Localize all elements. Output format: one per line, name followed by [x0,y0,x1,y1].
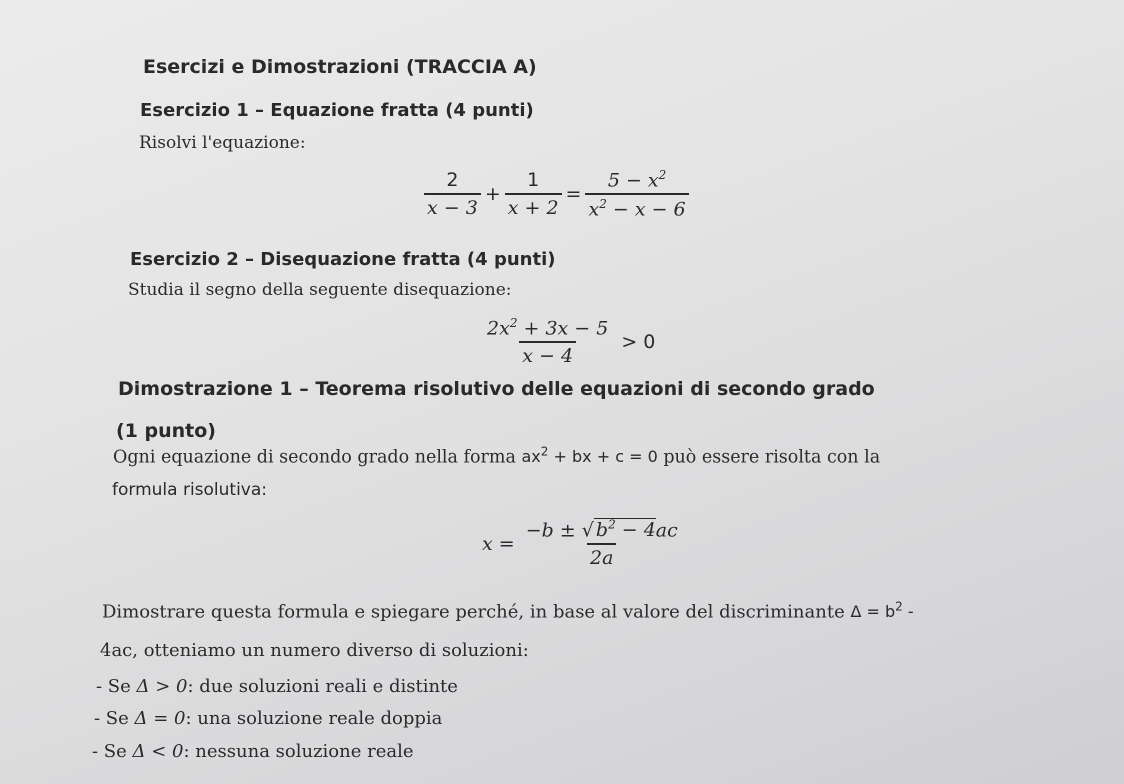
exercise-2-inequality [480,316,655,367]
case-negative: - Se Δ < 0: nessuna soluzione reale [92,741,414,762]
quadratic-formula [482,518,685,569]
formula-lhs: x = [482,532,515,555]
case-zero: - Se Δ = 0: una soluzione reale doppia [94,708,443,729]
fraction-1: $\frac{2}{x - 3}$ [424,169,481,219]
inequality-fraction: $\frac{2x^2 + 3x - 5}{x - 4}$ [487,316,609,368]
fraction-3: $\frac{5 - x^2}{x^2 - x - 6}$ [585,168,688,221]
exercise-2-prompt: Studia il segno della seguente disequazione: [128,280,512,300]
exercise-1-prompt: Risolvi l'equazione: [139,133,306,153]
exercise-2-heading: Esercizio 2 – Disequazione fratta (4 punti) [130,249,556,270]
case-positive: - Se Δ > 0: due soluzioni reali e distinte [96,676,458,697]
page-title: Esercizi e Dimostrazioni (TRACCIA A) [143,56,537,78]
formula-fraction: $\frac{-b \pm √ b^2 - 4ac}{2a}$ [525,518,678,570]
plus-sign: + [484,183,501,206]
proof-1-points: (1 punto) [116,420,216,442]
exercise-1-equation [420,168,693,221]
proof-1-heading: Dimostrazione 1 – Teorema risolutivo delle equazioni di secondo grado [118,378,875,400]
proof-1-line-2: formula risolutiva: [112,480,268,500]
exercise-1-heading: Esercizio 1 – Equazione fratta (4 punti) [140,100,534,121]
proof-1-paragraph-line-1: Dimostrare questa formula e spiegare perché, in base al valore del discriminante $\Delta = b^2$ - [102,600,914,623]
inequality-rhs: > 0 [621,330,656,353]
proof-1-paragraph-line-2: 4ac, otteniamo un numero diverso di soluzioni: [100,640,529,661]
fraction-2: $\frac{1}{x + 2}$ [505,169,562,219]
equals-sign: = [565,183,582,206]
proof-1-line-1: Ogni equazione di secondo grado nella forma $ax^2$ + bx + c = 0 può essere risolta con la [113,445,881,468]
